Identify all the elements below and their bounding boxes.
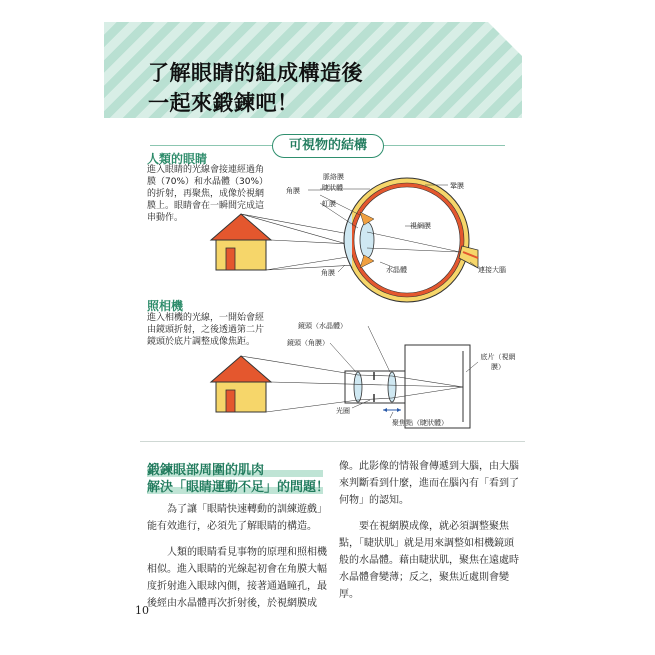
house-icon-camera (211, 356, 271, 412)
label-optic-nerve: 連接大腦 (478, 266, 506, 274)
label-sclera: 鞏膜 (450, 182, 464, 190)
camera-description: 進入相機的光線，一開始會經由鏡頭折射，之後透過第二片鏡頭於底片調整成像焦距。 (147, 313, 265, 347)
title-line-1: 了解眼睛的組成構造後 (148, 61, 363, 85)
camera-heading: 照相機 (147, 299, 184, 313)
eye-description: 進入眼睛的光線會接連經過角膜（70%）和水晶體（30%）的折射，再聚焦，成像於視網膜上。眼睛會在一瞬間完成這串動作。 (147, 165, 269, 223)
eye-heading: 人類的眼睛 (147, 152, 208, 166)
right-paragraph-1: 像。此影像的情報會傳遞到大腦，由大腦來判斷看到什麼，進而在腦內有「看到了何物」的認知。 (339, 461, 519, 506)
label-conjunctiva: 角膜 (286, 187, 300, 195)
left-column (147, 501, 327, 612)
section-separator (140, 441, 525, 442)
section-heading-line-2: 解決「眼睛運動不足」的問題！ (147, 480, 330, 495)
label-retina: 視網膜 (410, 222, 431, 230)
label-lens: 水晶體 (386, 266, 407, 274)
label-focus: 聚焦點（睫狀體） (392, 419, 448, 427)
label-choroid: 脈絡膜 (323, 173, 344, 181)
label-lens-cornea: 鏡頭（角膜） (287, 339, 329, 347)
section-heading-line-1: 鍛鍊眼部周圍的肌肉 (147, 463, 265, 478)
page-number: 10 (135, 604, 149, 617)
label-film: 底片（視網膜） (480, 353, 516, 371)
label-ciliary: 睫狀體 (322, 184, 343, 192)
label-aperture: 光圈 (336, 407, 350, 415)
eyeball-diagram (344, 178, 478, 302)
left-paragraph-2: 人類的眼睛看見事物的原理和照相機相似。進入眼睛的光線起初會在角膜大幅度折射進入眼球內側，接著通過瞳孔，最後經由水晶體再次折射後，於視網膜成 (147, 547, 327, 609)
label-cornea: 角膜 (321, 269, 335, 277)
right-paragraph-2: 要在視網膜成像，就必須調整聚焦點，「睫狀肌」就是用來調整如相機鏡頭般的水晶體。藉由睫狀肌，聚焦在遠處時水晶體會變薄；反之，聚焦近處則會變厚。 (339, 521, 519, 600)
title-line-2: 一起來鍛鍊吧！ (148, 91, 299, 115)
structure-title: 可視物的結構 (272, 134, 384, 158)
label-lens-crystal: 鏡頭（水晶體） (298, 322, 347, 330)
label-iris: 虹膜 (322, 200, 336, 208)
left-paragraph-1: 為了讓「眼睛快速轉動的訓練遊戲」能有效進行，必須先了解眼睛的構造。 (147, 504, 327, 532)
house-icon-eye (211, 214, 271, 270)
right-column (339, 458, 519, 603)
